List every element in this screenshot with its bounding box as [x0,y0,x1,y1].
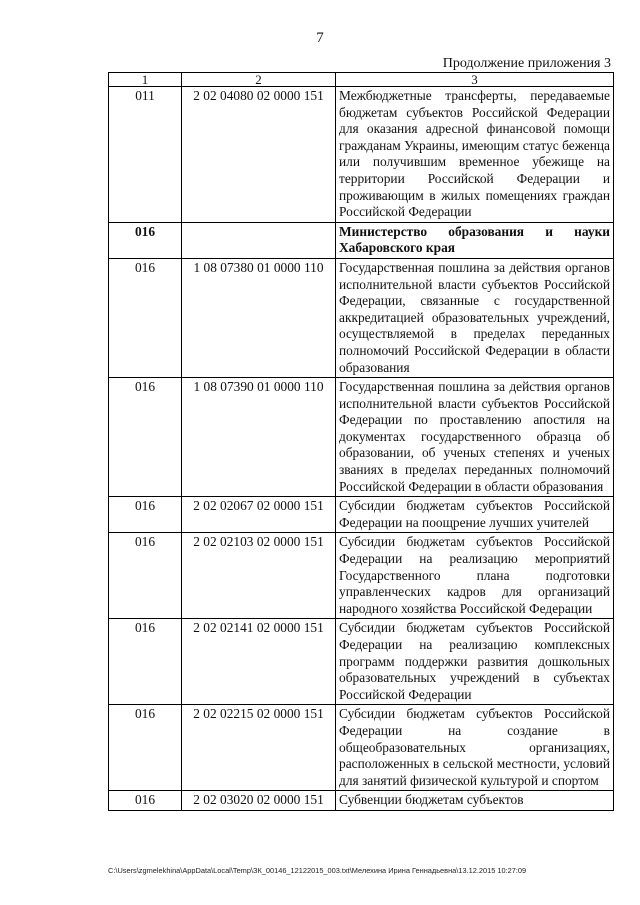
description-cell: Субвенции бюджетам субъектов [336,791,614,811]
description-cell: Субсидии бюджетам субъектов Российской Федерации на поощрение лучших учителей [336,497,614,533]
description-cell: Государственная пошлина за действия органов исполнительной власти субъектов Российской Федерации, связанные с государственной аккредитацией образовательных учреждений, осуществляемой в пределах переданных полномочий Российской Федерации в области образования [336,258,614,377]
budget-code-cell: 2 02 02141 02 0000 151 [182,619,336,705]
footer-file-path: C:\Users\zgmelekhina\AppData\Local\Temp\ЗК_00146_12122015_003.txt\Мелехина Ирина Геннадьевна\13.12.2015 10:27:09 [108,866,527,875]
header-cell-2: 2 [182,73,336,87]
description-cell: Государственная пошлина за действия органов исполнительной власти субъектов Российской Федерации по проставлению апостиля на документах государственного образца об образовании, об ученых степенях и ученых званиях в пределах переданных полномочий Российской Федерации в области образования [336,378,614,497]
budget-code-cell: 2 02 02067 02 0000 151 [182,497,336,533]
admin-code-cell: 016 [109,222,182,258]
table-row [109,619,614,705]
table-row [109,533,614,619]
table-row [109,258,614,377]
header-cell-3: 3 [336,73,614,87]
admin-code-cell: 016 [109,497,182,533]
ministry-name-cell: Министерство образования и науки Хабаровского края [336,222,614,258]
budget-code-cell: 1 08 07390 01 0000 110 [182,378,336,497]
table-row [109,791,614,811]
table-row-ministry [109,222,614,258]
description-cell: Межбюджетные трансферты, передаваемые бюджетам субъектов Российской Федерации для оказания адресной финансовой помощи гражданам Украины, имеющим статус беженца или получившим временное убежище на территории Российской Федерации и проживающим в жилых помещениях граждан Российской Федерации [336,87,614,223]
budget-codes-table [108,72,614,811]
table-row [109,497,614,533]
header-cell-1: 1 [109,73,182,87]
admin-code-cell: 016 [109,619,182,705]
admin-code-cell: 011 [109,87,182,223]
budget-code-cell: 2 02 04080 02 0000 151 [182,87,336,223]
budget-code-cell: 1 08 07380 01 0000 110 [182,258,336,377]
admin-code-cell: 016 [109,258,182,377]
budget-code-cell: 2 02 03020 02 0000 151 [182,791,336,811]
page-number: 7 [316,30,324,46]
admin-code-cell: 016 [109,705,182,791]
description-cell: Субсидии бюджетам субъектов Российской Федерации на реализацию мероприятий Государственного плана подготовки управленческих кадров для организаций народного хозяйства Российской Федерации [336,533,614,619]
admin-code-cell: 016 [109,533,182,619]
description-cell: Субсидии бюджетам субъектов Российской Федерации на реализацию комплексных программ поддержки развития дошкольных образовательных учреждений в субъектах Российской Федерации [336,619,614,705]
table-header-row [109,73,614,87]
budget-code-cell: 2 02 02215 02 0000 151 [182,705,336,791]
admin-code-cell: 016 [109,378,182,497]
table-row [109,378,614,497]
table-row [109,705,614,791]
description-cell: Субсидии бюджетам субъектов Российской Федерации на создание в общеобразовательных организациях, расположенных в сельской местности, условий для занятий физической культурой и спортом [336,705,614,791]
continuation-label: Продолжение приложения 3 [442,56,611,71]
table-row [109,87,614,223]
admin-code-cell: 016 [109,791,182,811]
budget-code-cell [182,222,336,258]
budget-code-cell: 2 02 02103 02 0000 151 [182,533,336,619]
